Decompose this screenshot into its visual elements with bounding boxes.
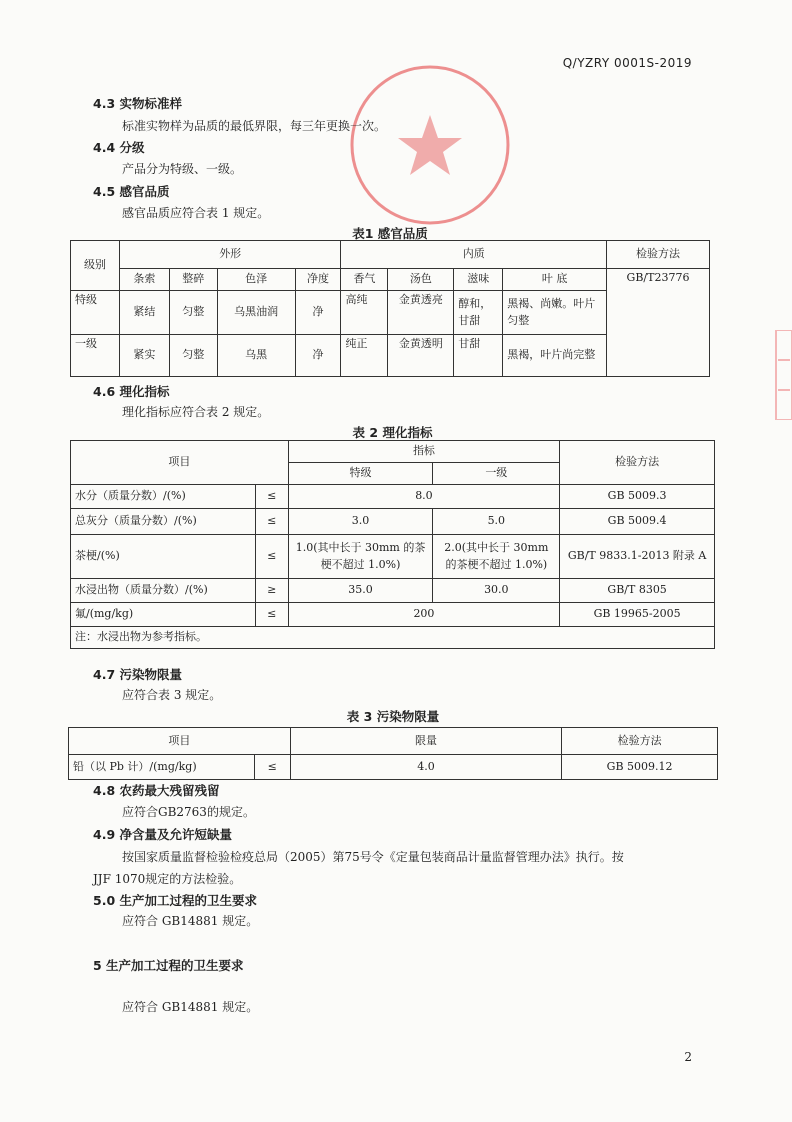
section-4-8-title: 4.8 农药最大残留残留 xyxy=(93,783,220,798)
table2-item: 水分（质量分数）/(%) xyxy=(71,485,256,509)
table3-item: 铅（以 Pb 计）/(mg/kg) xyxy=(69,755,255,780)
table1-cell: 黑褐、尚嫩。叶片匀整 xyxy=(503,291,607,335)
table1-cell: 匀整 xyxy=(169,291,217,335)
table1-subheader: 汤色 xyxy=(388,269,454,291)
table2-method: GB/T 9833.1-2013 附录 A xyxy=(560,535,715,579)
table1-cell: 黑褐，叶片尚完整 xyxy=(503,335,607,377)
table2-item: 总灰分（质量分数）/(%) xyxy=(71,509,256,535)
table2-item: 水浸出物（质量分数）/(%) xyxy=(71,579,256,603)
side-stamp-fragment xyxy=(774,330,792,420)
table2-symbol: ≤ xyxy=(255,535,288,579)
table1-caption: 表1 感官品质 xyxy=(352,226,428,241)
table1-cell: 净 xyxy=(295,291,341,335)
section-5-0-body: 应符合 GB14881 规定。 xyxy=(122,914,259,928)
table1-cell: 净 xyxy=(295,335,341,377)
table-row xyxy=(69,755,718,780)
table2-header-index: 指标 xyxy=(288,441,560,463)
section-4-5-body: 感官品质应符合表 1 规定。 xyxy=(122,206,270,220)
table1-grade-cell: 一级 xyxy=(71,335,120,377)
table1-header-appearance: 外形 xyxy=(119,241,341,269)
table3-limit: 4.0 xyxy=(290,755,561,780)
table1-cell: 醇和，甘甜 xyxy=(454,291,503,335)
table2-value: 200 xyxy=(288,603,560,627)
table1-cell: 金黄透明 xyxy=(388,335,454,377)
section-4-9-body-line1: 按国家质量监督检验检疫总局（2005）第75号令《定量包装商品计量监督管理办法》执行。按 xyxy=(122,850,624,864)
table2-caption: 表 2 理化指标 xyxy=(352,425,433,440)
table-row xyxy=(71,579,715,603)
table1-sensory-quality xyxy=(70,240,710,377)
section-5-0-title: 5.0 生产加工过程的卫生要求 xyxy=(93,893,257,908)
table3-caption: 表 3 污染物限量 xyxy=(346,709,440,724)
table2-value: 1.0(其中长于 30mm 的茶梗不超过 1.0%) xyxy=(288,535,433,579)
table2-symbol: ≤ xyxy=(255,509,288,535)
table1-subheader: 滋味 xyxy=(454,269,503,291)
section-4-4-body: 产品分为特级、一级。 xyxy=(122,162,243,176)
table1-subheader: 色泽 xyxy=(217,269,295,291)
table2-value: 5.0 xyxy=(433,509,560,535)
table2-method: GB 5009.4 xyxy=(560,509,715,535)
table2-method: GB 19965-2005 xyxy=(560,603,715,627)
table1-cell: 金黄透亮 xyxy=(388,291,454,335)
table1-cell: 紧实 xyxy=(119,335,169,377)
table-row xyxy=(71,603,715,627)
table-row xyxy=(71,485,715,509)
table2-note: 注：水浸出物为参考指标。 xyxy=(71,627,715,649)
section-4-7-body: 应符合表 3 规定。 xyxy=(122,688,222,702)
section-4-3-body: 标准实物样为品质的最低界限，每三年更换一次。 xyxy=(122,119,387,133)
section-4-6-body: 理化指标应符合表 2 规定。 xyxy=(122,405,270,419)
table2-item: 氟/(mg/kg) xyxy=(71,603,256,627)
table3-method: GB 5009.12 xyxy=(562,755,718,780)
table1-cell: 纯正 xyxy=(341,335,388,377)
table2-header-special: 特级 xyxy=(288,463,433,485)
section-5-body: 应符合 GB14881 规定。 xyxy=(122,1000,259,1014)
table1-method-value: GB/T23776 xyxy=(607,269,710,377)
table3-symbol: ≤ xyxy=(254,755,290,780)
table2-symbol: ≥ xyxy=(255,579,288,603)
section-4-3-title: 4.3 实物标准样 xyxy=(93,96,182,111)
table1-subheader: 香气 xyxy=(341,269,388,291)
table2-header-first: 一级 xyxy=(433,463,560,485)
table1-subheader: 净度 xyxy=(295,269,341,291)
table2-header-method: 检验方法 xyxy=(560,441,715,485)
table3-header-item: 项目 xyxy=(69,728,291,755)
table1-cell: 乌黑 xyxy=(217,335,295,377)
section-4-6-title: 4.6 理化指标 xyxy=(93,384,170,399)
table1-subheader: 条索 xyxy=(119,269,169,291)
section-4-5-title: 4.5 感官品质 xyxy=(93,184,170,199)
table1-cell: 匀整 xyxy=(169,335,217,377)
table2-value: 3.0 xyxy=(288,509,433,535)
table1-cell: 乌黑油润 xyxy=(217,291,295,335)
table1-cell: 高纯 xyxy=(341,291,388,335)
table1-subheader: 整碎 xyxy=(169,269,217,291)
table3-header-limit: 限量 xyxy=(290,728,561,755)
table2-symbol: ≤ xyxy=(255,485,288,509)
section-4-7-title: 4.7 污染物限量 xyxy=(93,667,182,682)
table1-cell: 紧结 xyxy=(119,291,169,335)
section-5-title: 5 生产加工过程的卫生要求 xyxy=(93,958,244,973)
section-4-4-title: 4.4 分级 xyxy=(93,140,145,155)
table1-cell: 甘甜 xyxy=(454,335,503,377)
table1-header-grade: 级别 xyxy=(71,241,120,291)
table2-physicochemical xyxy=(70,440,715,649)
table2-value: 35.0 xyxy=(288,579,433,603)
table2-method: GB/T 8305 xyxy=(560,579,715,603)
table1-header-inner: 内质 xyxy=(341,241,607,269)
table-row xyxy=(71,535,715,579)
table2-value: 2.0(其中长于 30mm 的茶梗不超过 1.0%) xyxy=(433,535,560,579)
table-row xyxy=(71,509,715,535)
table3-contaminants xyxy=(68,727,718,780)
section-4-8-body: 应符合GB2763的规定。 xyxy=(122,805,255,819)
table2-value: 8.0 xyxy=(288,485,560,509)
table2-value: 30.0 xyxy=(433,579,560,603)
table2-symbol: ≤ xyxy=(255,603,288,627)
table1-subheader: 叶 底 xyxy=(503,269,607,291)
company-seal-stamp xyxy=(345,60,515,230)
section-4-9-body-line2: JJF 1070规定的方法检验。 xyxy=(93,872,242,886)
table2-method: GB 5009.3 xyxy=(560,485,715,509)
table1-grade-cell: 特级 xyxy=(71,291,120,335)
page-number: 2 xyxy=(684,1050,692,1064)
document-code: Q/YZRY 0001S-2019 xyxy=(562,56,692,70)
table2-item: 茶梗/(%) xyxy=(71,535,256,579)
table2-header-item: 项目 xyxy=(71,441,289,485)
table3-header-method: 检验方法 xyxy=(562,728,718,755)
table1-header-method: 检验方法 xyxy=(607,241,710,269)
section-4-9-title: 4.9 净含量及允许短缺量 xyxy=(93,827,232,842)
